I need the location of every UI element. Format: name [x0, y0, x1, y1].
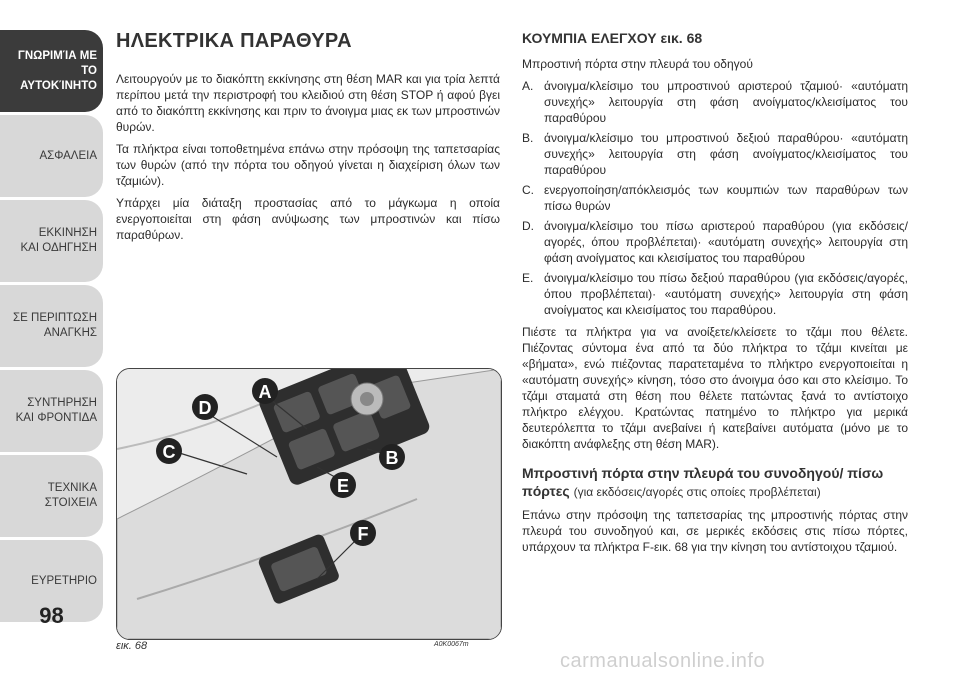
controls-title: ΚΟΥΜΠΙΑ ΕΛΕΓΧΟΥ εικ. 68 [522, 30, 703, 46]
paragraph: Τα πλήκτρα είναι τοποθετημένα επάνω στην πρόσοψη της ταπετσαρίας των θυρών (από την πόρτα του οδηγού γίνεται η διαχείριση όλων των τζαμιών). [116, 142, 500, 188]
svg-text:C: C [162, 442, 176, 462]
intro-text: Μπροστινή πόρτα στην πλευρά του οδηγού [522, 57, 753, 71]
svg-text:A: A [258, 382, 272, 402]
page-number: 98 [39, 603, 64, 628]
paragraph: Επάνω στην πρόσοψη της ταπετσαρίας της μπροστινής πόρτας στην πλευρά του συνοδηγού και, σε μερικές εκδόσεις στις πίσω πόρτες, υπάρχουν τα πλήκτρα F-εικ. 68 για την κίνηση του αντίστοιχου τζαμιού. [522, 508, 908, 554]
section-title: ΗΛΕΚΤΡΙΚΑ ΠΑΡΑΘΥΡΑ [116, 30, 352, 52]
chapter-sidebar [0, 0, 103, 640]
paragraph: Λειτουργούν με το διακόπτη εκκίνησης στη θέση MAR και για τρία λεπτά περίπου μετά την περιστροφή του κλειδιού στη θέση STOP ή αφού βγει από το διακόπτη εκκίνησης και πριν το άνοιγμα μιας εκ των μπροστινών θυρών. [116, 72, 500, 134]
watermark: carmanualsonline.info [560, 650, 766, 672]
paragraph: Πιέστε τα πλήκτρα για να ανοίξετε/κλείσετε το τζάμι που θέλετε. Πιέζοντας σύντομα ένα από τα δύο πλήκτρα το τζάμι κινείται με «βήματα», ενώ πιέζοντας παρατεταμένα το πλήκτρο ενεργοποιείται η «αυτόματη συνεχής» κίνηση, τόσο στο άνοιγμα όσο και στο κλείσιμο. Το τζάμι σταματά στη θέση που θέλετε πατώντας ξανά το αντίστοιχο πλήκτρο ελέγχου. Κρατώντας πατημένο το πλήκτρο για μερικά δευτερόλεπτα το τζάμι ανεβαίνει ή κατεβαίνει αυτόματα (μόνο με το διακόπτη ανάφλεξης στη θέση MAR). [522, 325, 908, 451]
left-column [116, 30, 500, 249]
label-f [350, 520, 376, 546]
figure-caption: εικ. 68 [116, 640, 148, 652]
tab-technical-data[interactable]: ΤΕΧΝΙΚΑ ΣΤΟΙΧΕΙΑ [0, 455, 103, 537]
controls-list [522, 78, 908, 318]
list-item: C. ενεργοποίηση/απόκλεισμός των κουμπιών των παραθύρων των πίσω θυρών [522, 183, 908, 213]
svg-text:D: D [198, 398, 212, 418]
tab-emergency[interactable]: ΣΕ ΠΕΡΙΠΤΩΣΗ ΑΝΑΓΚΗΣ [0, 285, 103, 367]
svg-text:E: E [336, 476, 350, 496]
figure-code: A0K0067m [434, 641, 469, 648]
list-item: D. άνοιγμα/κλείσιμο του πίσω αριστερού παραθύρου (για εκδόσεις/αγορές, όπου προβλέπεται)· «αυτόματη συνεχής» λειτουργία στη φάση ανοίγματος και κλεισίματος του παραθύρου [522, 219, 908, 265]
passenger-door-heading: Μπροστινή πόρτα στην πλευρά του συνοδηγού/ πίσω πόρτες (για εκδόσεις/αγορές στις οποίες προβλέπεται) [522, 465, 884, 499]
tab-starting-driving[interactable]: ΕΚΚΙΝΗΣΗ ΚΑΙ ΟΔΗΓΗΣΗ [0, 200, 103, 282]
paragraph: Υπάρχει μία διάταξη προστασίας από το μάγκωμα η οποία ενεργοποιείται στη φάση ανύψωσης των μπροστινών και πίσω παραθύρων. [116, 196, 500, 242]
svg-text:F: F [357, 524, 369, 544]
label-a [252, 378, 278, 404]
tab-maintenance[interactable]: ΣΥΝΤΗΡΗΣΗ ΚΑΙ ΦΡΟΝΤΙΔΑ [0, 370, 103, 452]
label-c [156, 438, 182, 464]
svg-text:B: B [385, 448, 399, 468]
tab-safety[interactable]: ΑΣΦΑΛΕΙΑ [0, 115, 103, 197]
label-e [330, 472, 356, 498]
right-column [522, 30, 908, 561]
label-b [379, 444, 405, 470]
window-switch-figure [116, 368, 502, 640]
list-item: A. άνοιγμα/κλείσιμο του μπροστινού αριστερού τζαμιού· «αυτόματη συνεχής» λειτουργία στη φάση ανοίγματος/κλεισίματος του παραθύρου [522, 79, 908, 125]
tab-index[interactable]: ΕΥΡΕΤΗΡΙΟ [0, 540, 103, 622]
list-item: E. άνοιγμα/κλείσιμο του πίσω δεξιού παραθύρου (για εκδόσεις/αγορές, όπου προβλέπεται)· «αυτόματη συνεχής» λειτουργία στη φάση ανοίγματος και κλεισίματος του παραθύρου. [522, 271, 908, 317]
door-panel-illustration [117, 369, 501, 639]
list-item: B. άνοιγμα/κλείσιμο του μπροστινού δεξιού παραθύρου· «αυτόματη συνεχής» λειτουργία στη φάση ανοίγματος/κλεισίματος του παραθύρου [522, 131, 908, 177]
label-d [192, 394, 218, 420]
tab-getting-to-know[interactable]: ΓΝΩΡΙΜΊΑ ΜΕ ΤΟ ΑΥΤΟΚΊΝΗΤΟ [0, 30, 103, 112]
